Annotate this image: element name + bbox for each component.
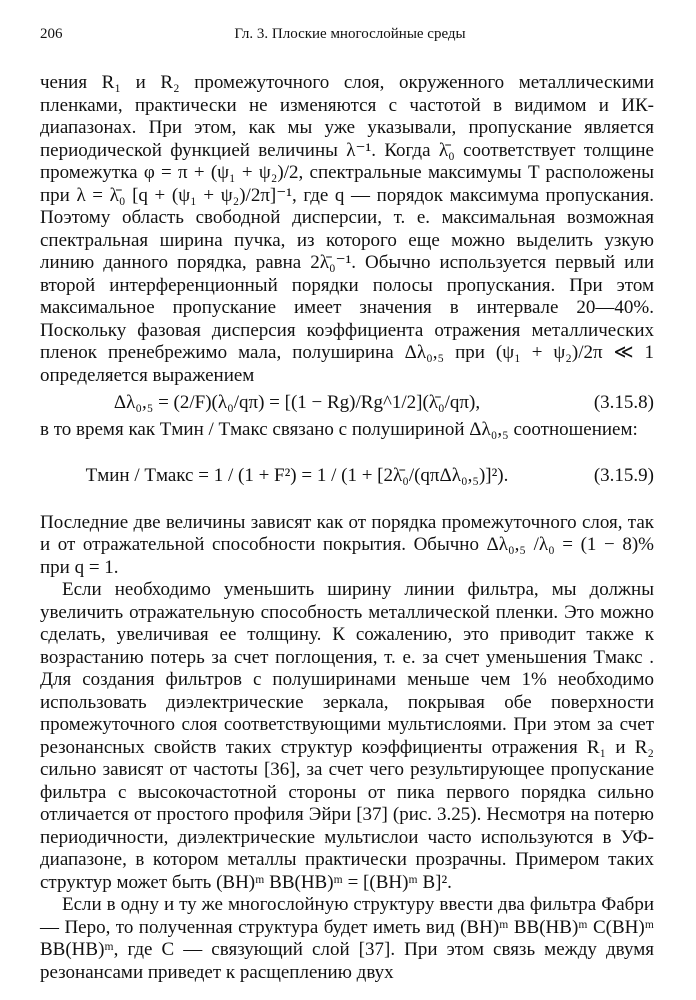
page-body bbox=[40, 72, 654, 984]
paragraph-1: чения R₁ и R₂ промежуточного слоя, окруженного металлическими пленками, практически не изменяются с частотой в видимом и ИК-диапазонах. При этом, как мы уже указывали, пропускание является периодической функцией величины λ⁻¹. Когда λ̄₀ соответствует толщине промежутка φ = π + (ψ₁ + ψ₂)/2, спектральные максимумы T расположены при λ = λ̄₀ [q + (ψ₁ + ψ₂)/2π]⁻¹, где q — порядок максимума пропускания. Поэтому область свободной дисперсии, т. е. максимальная возможная спектральная ширина пучка, из которого еще можно выделить узкую линию данного порядка, равна 2λ̄₀⁻¹. Обычно используется первый или второй интерференционный порядки полосы пропускания. При этом максимальное пропускание имеет значения в интервале 20—40%. Поскольку фазовая дисперсия коэффициента отражения металлических пленок пренебрежимо мала, полуширина Δλ₀,₅ при (ψ₁ + ψ₂)/2π ≪ 1 определяется выражением bbox=[40, 72, 654, 386]
page-number: 206 bbox=[40, 26, 63, 42]
equation-formula: Δλ₀,₅ = (2/F)(λ₀/qπ) = [(1 − Rg)/Rg^1/2](λ̄₀/qπ), bbox=[113, 391, 481, 413]
running-title: Гл. 3. Плоские многослойные среды bbox=[234, 26, 466, 42]
running-header bbox=[40, 26, 660, 50]
paragraph-2: в то время как Tмин / Tмакс связано с полушириной Δλ₀,₅ соотношением: bbox=[40, 419, 638, 440]
equation-number: (3.15.8) bbox=[593, 391, 654, 413]
paragraph-3: Последние две величины зависят как от порядка промежуточного слоя, так и от отражательной способности покрытия. Обычно Δλ₀,₅ /λ₀ = (1 − 8)% при q = 1. bbox=[40, 511, 654, 578]
equation-formula: Tмин / Tмакс = 1 / (1 + F²) = 1 / (1 + [2λ̄₀/(qπΔλ₀,₅)]²). bbox=[85, 465, 509, 487]
equation-3-15-9 bbox=[40, 442, 654, 512]
equation-number: (3.15.9) bbox=[593, 465, 654, 487]
paragraph-5: Если в одну и ту же многослойную структуру ввести два фильтра Фабри — Перо, то полученная структура будет иметь вид (BH)ᵐ BB(HB)ᵐ C(BH)ᵐ BB(HB)ᵐ, где C — связующий слой [37]. При этом связь между двумя резонансами приведет к расщеплению двух bbox=[40, 894, 654, 983]
paragraph-4: Если необходимо уменьшить ширину линии фильтра, мы должны увеличить отражательную способность металлической пленки. Это можно сделать, увеличивая ее толщину. К сожалению, это приводит также к возрастанию потерь за счет поглощения, т. е. за счет уменьшения Tмакс . Для создания фильтров с полуширинами меньше чем 1% необходимо использовать диэлектрические зеркала, покрывая обе поверхности промежуточного слоя соответствующими мультислоями. При этом за счет резонансных свойств таких структур коэффициенты отражения R₁ и R₂ сильно зависят от частоты [36], за счет чего результирующее пропускание фильтра с высокочастотной стороны от пика первого порядка сильно отличается от простого профиля Эйри [37] (рис. 3.25). Несмотря на потерю периодичности, диэлектрические мультислои часто используются в УФ-диапазоне, в котором металлы практически прозрачны. Примером таких структур может быть (BH)ᵐ BB(HB)ᵐ = [(BH)ᵐ B]². bbox=[40, 579, 654, 893]
equation-3-15-8 bbox=[40, 387, 654, 419]
